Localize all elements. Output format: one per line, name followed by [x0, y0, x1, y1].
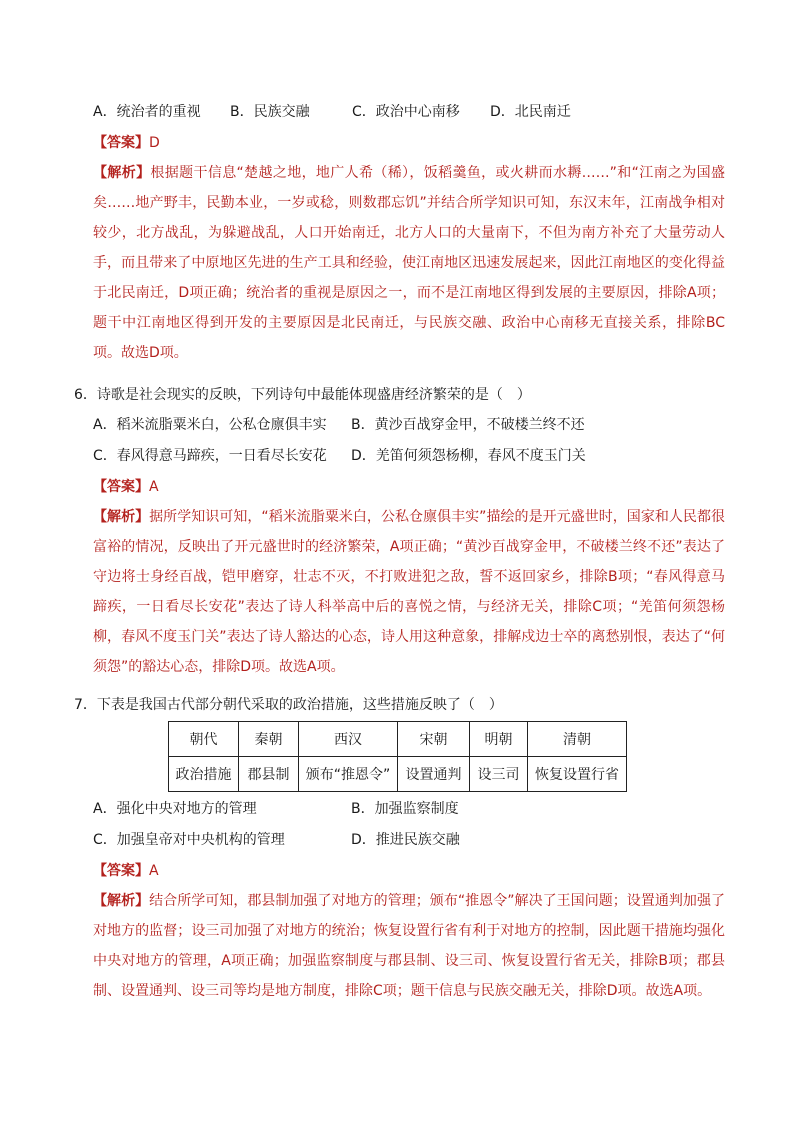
q7-stem [74, 695, 503, 715]
q5-option-a: A．统治者的重视 [93, 104, 201, 120]
q5-option-d: D．北民南迁 [490, 104, 571, 120]
q7-option-a: A．强化中央对地方的管理 [93, 801, 257, 817]
q7-option-d: D．推进民族交融 [351, 832, 460, 848]
table-cell: 政治措施 [169, 757, 239, 792]
table-header-row [169, 722, 627, 757]
answer-value: A [149, 863, 159, 879]
table-header-cell: 西汉 [299, 722, 398, 757]
analysis-tag: 【解析】 [93, 509, 150, 525]
answer-tag: 【答案】 [93, 863, 149, 879]
answer-value: D [149, 135, 160, 151]
question-text: 下表是我国古代部分朝代采取的政治措施，这些措施反映了（ ） [96, 697, 503, 713]
table-cell: 设置通判 [398, 757, 470, 792]
table-row [169, 757, 627, 792]
q5-answer [93, 133, 160, 153]
q6-option-c: C．春风得意马蹄疾，一日看尽长安花 [93, 448, 327, 464]
q5-option-c: C．政治中心南移 [352, 104, 460, 120]
table-header-cell: 明朝 [470, 722, 528, 757]
q6-answer [93, 477, 159, 497]
question-number: 6． [74, 387, 97, 403]
q7-options-row1 [93, 799, 459, 819]
answer-value: A [149, 479, 159, 495]
table-cell: 郡县制 [239, 757, 299, 792]
table-cell: 设三司 [470, 757, 528, 792]
q6-stem [74, 385, 531, 405]
q6-options-row2 [93, 446, 586, 466]
table-header-cell: 朝代 [169, 722, 239, 757]
answer-tag: 【答案】 [93, 135, 149, 151]
q6-option-d: D．羌笛何须怨杨柳，春风不度玉门关 [351, 448, 586, 464]
question-text: 诗歌是社会现实的反映，下列诗句中最能体现盛唐经济繁荣的是（ ） [96, 387, 531, 403]
table-cell: 恢复设置行省 [528, 757, 627, 792]
analysis-tag: 【解析】 [93, 893, 150, 909]
q5-options [93, 102, 571, 122]
table-header-cell: 清朝 [528, 722, 627, 757]
analysis-text: 根据题干信息“楚越之地，地广人希（稀），饭稻羹鱼，或火耕而水耨……”和“江南之为国盛矣……地产野丰，民勤本业，一岁或稔，则数郡忘饥”并结合所学知识可知，东汉末年，江南战争相对较少，北方战乱，为躲避战乱，人口开始南迁，北方人口的大量南下，不但为南方补充了大量劳动人手，而且带来了中原地区先进的生产工具和经验，使江南地区迅速发展起来，因此江南地区的变化得益于北民南迁，D项正确；统治者的重视是原因之一，而不是江南地区得到发展的主要原因，排除A项；题干中江南地区得到开发的主要原因是北民南迁，与民族交融、政治中心南移无直接关系，排除BC项。故选D项。 [93, 165, 725, 361]
table-header-cell: 宋朝 [398, 722, 470, 757]
q7-option-c: C．加强皇帝对中央机构的管理 [93, 832, 285, 848]
q7-answer [93, 861, 159, 881]
q5-option-b: B．民族交融 [230, 104, 310, 120]
analysis-text: 结合所学可知，郡县制加强了对地方的管理；颁布“推恩令”解决了王国问题；设置通判加强了对地方的监督；设三司加强了对地方的统治；恢复设置行省有利于对地方的控制，因此题干措施均强化中央对地方的管理，A项正确；加强监察制度与郡县制、设三司、恢复设置行省无关，排除B项；郡县制、设置通判、设三司等均是地方制度，排除C项；题干信息与民族交融无关，排除D项。故选A项。 [93, 893, 725, 999]
dynasty-measures-table [168, 721, 627, 792]
q7-options-row2 [93, 830, 460, 850]
table-cell: 颁布“推恩令” [299, 757, 398, 792]
q7-analysis [93, 886, 725, 1006]
q6-analysis [93, 502, 725, 682]
analysis-tag: 【解析】 [93, 165, 151, 181]
table-header-cell: 秦朝 [239, 722, 299, 757]
q5-analysis [93, 158, 725, 368]
analysis-text: 据所学知识可知，“稻米流脂粟米白，公私仓廪俱丰实”描绘的是开元盛世时，国家和人民都很富裕的情况，反映出了开元盛世时的经济繁荣，A项正确；“黄沙百战穿金甲，不破楼兰终不还”表达了守边将士身经百战，铠甲磨穿，壮志不灭，不打败进犯之敌，誓不返回家乡，排除B项；“春风得意马蹄疾，一日看尽长安花”表达了诗人科举高中后的喜悦之情，与经济无关，排除C项；“羌笛何须怨杨柳，春风不度玉门关”表达了诗人豁达的心态，诗人用这种意象，排解戍边士卒的离愁别恨，表达了“何须怨”的豁达心态，排除D项。故选A项。 [93, 509, 725, 675]
q7-option-b: B．加强监察制度 [351, 801, 459, 817]
answer-tag: 【答案】 [93, 479, 149, 495]
q6-options-row1 [93, 415, 585, 435]
question-number: 7． [74, 697, 97, 713]
q6-option-b: B．黄沙百战穿金甲，不破楼兰终不还 [351, 417, 585, 433]
q6-option-a: A．稻米流脂粟米白，公私仓廪俱丰实 [93, 417, 327, 433]
